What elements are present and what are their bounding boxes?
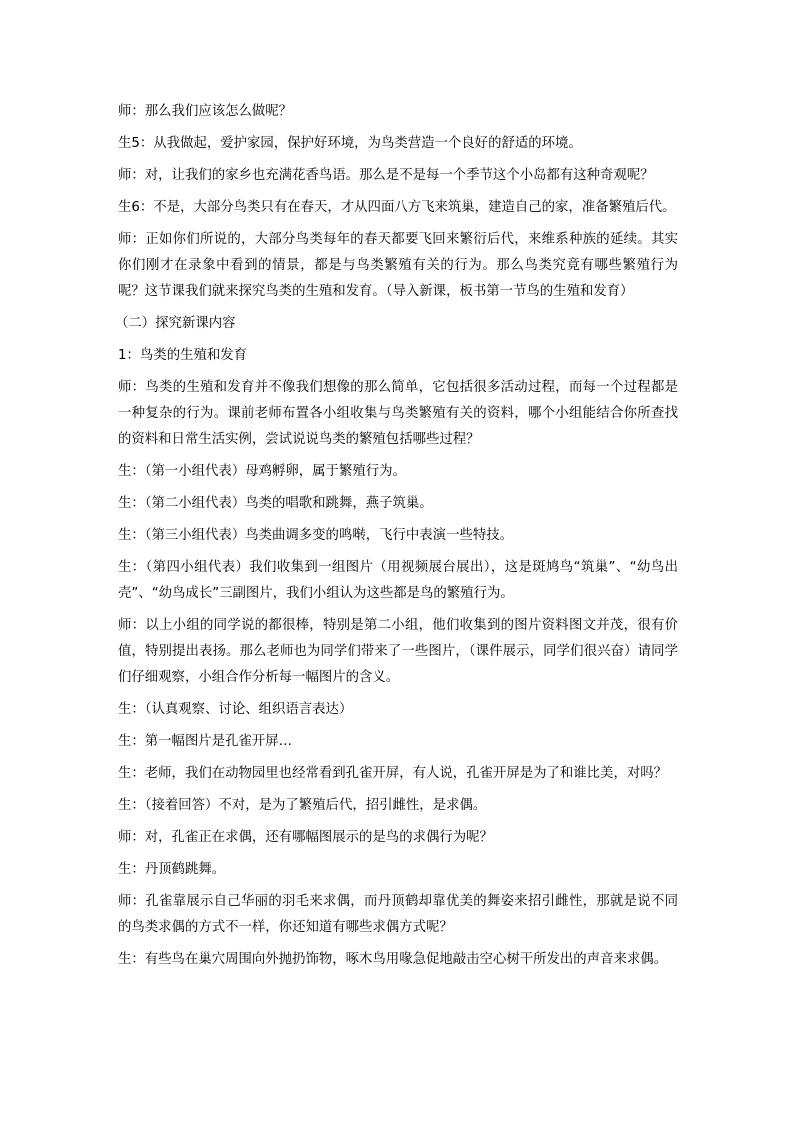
paragraph-group1: 生：（第一小组代表）母鸡孵卵，属于繁殖行为。 — [118, 464, 406, 479]
paragraph-teacher-intro: 师：正如你们所说的，大部分鸟类每年的春天都要飞回来繁衍后代，来维系种族的延续。其实你们刚才在录象中看到的情景，都是与鸟类繁殖有关的行为。那么鸟类究竟有哪些繁殖行为呢？这节课我们就来探究鸟类的生殖和发育。（导入新课，板书第一节鸟的生殖和发育） — [118, 232, 678, 299]
paragraph-student5-answer: 生5：从我做起，爱护家园，保护好环境，为鸟类营造一个良好的舒适的环境。 — [118, 136, 582, 151]
paragraph-group3: 生：（第三小组代表）鸟类曲调多变的鸣啭，飞行中表演一些特技。 — [118, 528, 514, 543]
paragraph-student-woodpecker: 生：有些鸟在巢穴周围向外抛扔饰物，啄木鸟用喙急促地敲击空心树干所发出的声音来求偶。 — [118, 952, 668, 967]
paragraph-group4: 生：（第四小组代表）我们收集到一组图片（用视频展台展出），这是斑鸠鸟“筑巢”、“幼鸟出壳”、“幼鸟成长”三副图片，我们小组认为这些都是鸟的繁殖行为。 — [118, 560, 678, 601]
paragraph-student-courtship: 生：（接着回答）不对，是为了繁殖后代，招引雌性，是求偶。 — [118, 798, 487, 813]
paragraph-teacher-methods: 师：孔雀靠展示自己华丽的羽毛来求偶，而丹顶鹤却靠优美的舞姿来招引雌性，那就是说不同的鸟类求偶的方式不一样，你还知道有哪些求偶方式呢？ — [118, 894, 678, 935]
paragraph-teacher-task: 师：鸟类的生殖和发育并不像我们想像的那么简单，它包括很多活动过程，而每一个过程都是一种复杂的行为。课前老师布置各小组收集与鸟类繁殖有关的资料，哪个小组能结合你所查找的资料和日常生活实例，尝试说说鸟类的繁殖包括哪些过程？ — [118, 380, 678, 447]
paragraph-student-crane: 生：丹顶鹤跳舞。 — [118, 862, 226, 877]
subsection-heading-reproduction: 1：鸟类的生殖和发育 — [118, 348, 248, 363]
paragraph-teacher-question: 师：那么我们应该怎么做呢？ — [118, 104, 293, 119]
document-page — [115, 99, 678, 979]
section-heading-explore: （二）探究新课内容 — [115, 316, 236, 331]
paragraph-group2: 生：（第二小组代表）鸟类的唱歌和跳舞，燕子筑巢。 — [118, 496, 433, 511]
paragraph-student6-answer: 生6：不是，大部分鸟类只有在春天，才从四面八方飞来筑巢，建造自己的家，准备繁殖后代。 — [118, 200, 676, 215]
paragraph-teacher-courtship: 师：对，孔雀正在求偶，还有哪幅图展示的是鸟的求偶行为呢？ — [118, 830, 493, 845]
paragraph-teacher-praise: 师：以上小组的同学说的都很棒，特别是第二小组，他们收集到的图片资料图文并茂，很有价值，特别提出表扬。那么老师也为同学们带来了一些图片，（课件展示，同学们很兴奋）请同学们仔细观察，小组合作分析每一幅图片的含义。 — [118, 618, 678, 685]
paragraph-student-peacock: 生：第一幅图片是孔雀开屏… — [118, 734, 293, 749]
paragraph-student-observe: 生：（认真观察、讨论、组织语言表达） — [118, 702, 353, 717]
paragraph-student-question: 生：老师，我们在动物园里也经常看到孔雀开屏，有人说，孔雀开屏是为了和谁比美，对吗？ — [118, 766, 668, 781]
paragraph-teacher-followup: 师：对，让我们的家乡也充满花香鸟语。那么是不是每一个季节这个小岛都有这种奇观呢？ — [118, 168, 654, 183]
